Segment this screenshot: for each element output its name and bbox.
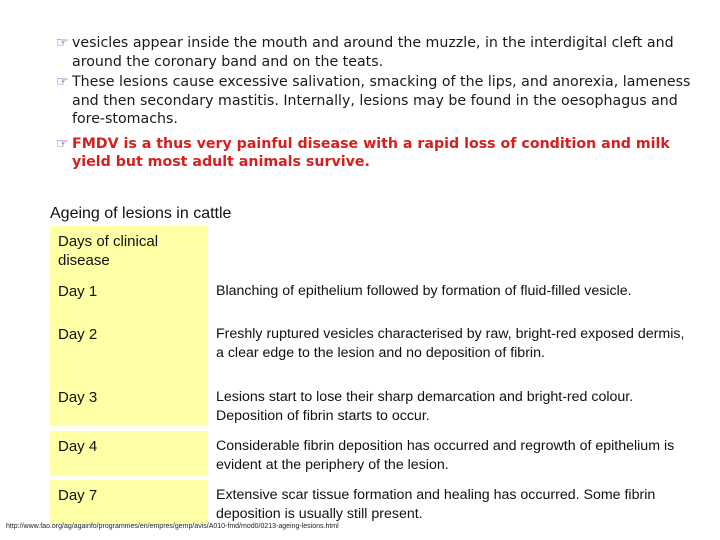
bullet-text: FMDV is a thus very painful disease with a rapid loss of condition and milk yield but most adult animals survive. bbox=[72, 135, 670, 170]
table-row bbox=[50, 319, 686, 382]
table-row bbox=[50, 431, 686, 480]
table-header-empty bbox=[208, 226, 686, 276]
bullet-list bbox=[56, 34, 696, 174]
source-link[interactable]: http://www.fao.org/ag/againfo/programmes/en/empres/gemp/avis/A010-fmd/mod0/0213-ageing-lesions.html bbox=[6, 523, 339, 530]
hand-pointer-icon: ☞ bbox=[56, 135, 69, 152]
table-row bbox=[50, 480, 686, 529]
day-cell: Day 4 bbox=[50, 431, 208, 476]
description-cell: Blanching of epithelium followed by formation of fluid-filled vesicle. bbox=[216, 283, 632, 299]
table-header-cell: Days of clinical disease bbox=[50, 226, 208, 276]
day-cell: Day 2 bbox=[50, 319, 208, 382]
day-cell: Day 1 bbox=[50, 276, 208, 319]
section-heading: Ageing of lesions in cattle bbox=[50, 205, 232, 222]
table-row bbox=[50, 382, 686, 431]
bullet-item bbox=[56, 34, 696, 71]
day-cell: Day 3 bbox=[50, 382, 208, 426]
hand-pointer-icon: ☞ bbox=[56, 35, 69, 51]
table-header-row bbox=[50, 226, 686, 276]
bullet-text: vesicles appear inside the mouth and around the muzzle, in the interdigital cleft and around the coronary band and on the teats. bbox=[72, 35, 674, 70]
lesion-ageing-table bbox=[50, 226, 686, 529]
hand-pointer-icon: ☞ bbox=[56, 74, 69, 90]
description-cell: Extensive scar tissue formation and healing has occurred. Some fibrin deposition is usually still present. bbox=[216, 487, 656, 522]
description-cell: Considerable fibrin deposition has occurred and regrowth of epithelium is evident at the periphery of the lesion. bbox=[216, 438, 675, 473]
bullet-item-highlight bbox=[56, 135, 696, 172]
day-cell: Day 7 bbox=[50, 480, 208, 524]
description-cell: Lesions start to lose their sharp demarcation and bright-red colour. Deposition of fibrin starts to occur. bbox=[216, 389, 634, 424]
bullet-item bbox=[56, 73, 696, 129]
description-cell: Freshly ruptured vesicles characterised by raw, bright-red exposed dermis, a clear edge to the lesion and no deposition of fibrin. bbox=[216, 326, 685, 361]
bullet-text: These lesions cause excessive salivation, smacking of the lips, and anorexia, lameness and then secondary mastitis. Internally, lesions may be found in the oesophagus and fore-stomachs. bbox=[72, 74, 691, 127]
table-row bbox=[50, 276, 686, 319]
